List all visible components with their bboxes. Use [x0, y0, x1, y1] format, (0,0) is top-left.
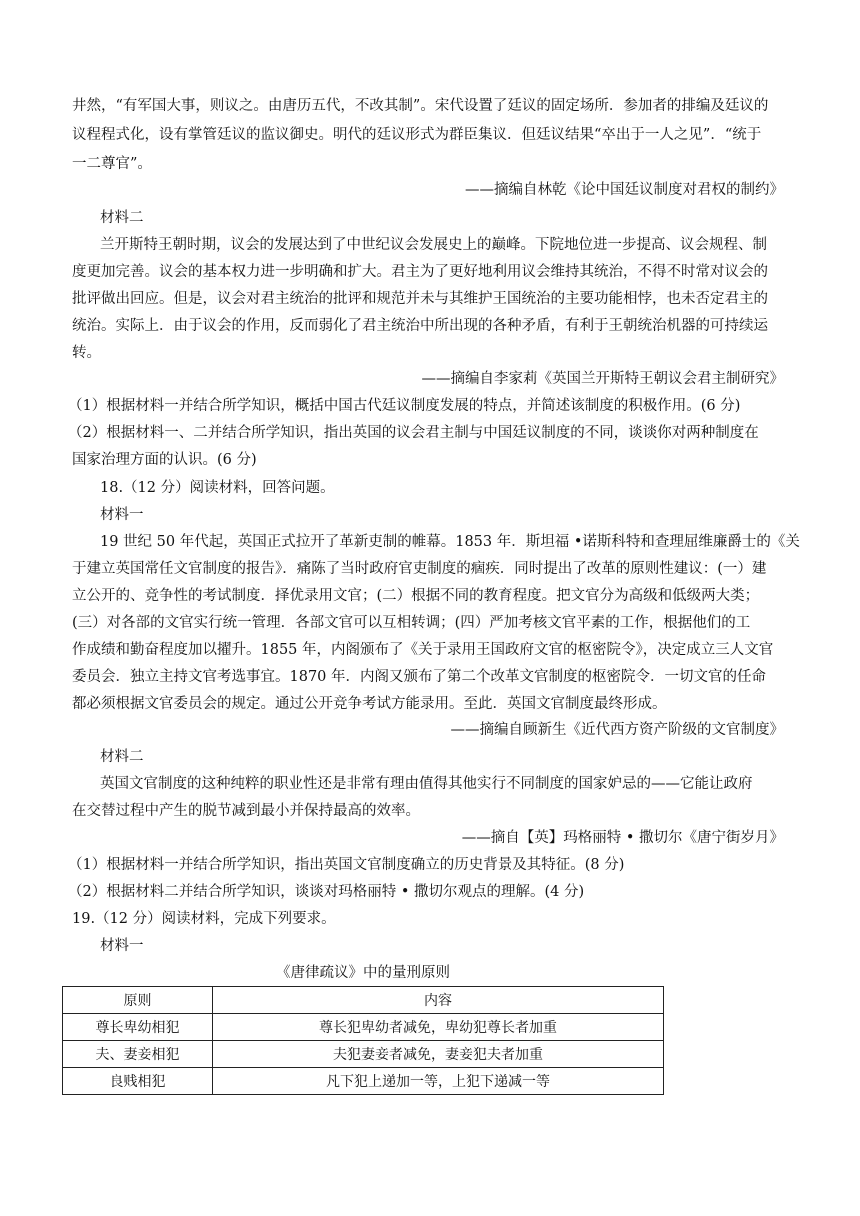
q18-material2-label: 材料二 [100, 749, 144, 765]
q18-material1-line-2: 于建立英国常任文官制度的报告》．痛陈了当时政府官吏制度的痼疾．同时提出了改革的原则性建议：(一）建 [72, 561, 767, 577]
table-row [63, 1041, 664, 1068]
q18-material1-line-3: 立公开的、竞争性的考试制度．择优录用文官；(二）根据不同的教育程度。把文官分为高级和低级两大类； [72, 588, 760, 604]
table-row [63, 1014, 664, 1041]
table-cell-principle: 良贱相犯 [63, 1068, 213, 1095]
table-cell-content: 尊长犯卑幼者减免，卑幼犯尊长者加重 [213, 1014, 664, 1041]
sentencing-principles-table [62, 986, 664, 1095]
q18-material1-line-5: 作成绩和勤奋程度加以擢升。1855 年，内阁颁布了《关于录用王国政府文官的枢密院令》，决定成立三人文官 [72, 642, 774, 658]
q18-part1: （1）根据材料一并结合所学知识，指出英国文官制度确立的历史背景及其特征。(8 分) [68, 857, 625, 873]
q18-material1-line-7: 都必须根据文官委员会的规定。通过公开竞争考试方能录用。至此．英国文官制度最终形成。 [72, 696, 667, 712]
q18-title: 18.（12 分）阅读材料，回答问题。 [100, 480, 335, 496]
q18-material1-source: ——摘编自顾新生《近代西方资产阶级的文官制度》 [450, 722, 784, 738]
q19-material1-label: 材料一 [100, 938, 144, 954]
q17-part1: （1）根据材料一并结合所学知识，概括中国古代廷议制度发展的特点，并简述该制度的积极作用。(6 分) [68, 398, 741, 414]
table-row [63, 1068, 664, 1095]
q18-part2: （2）根据材料二并结合所学知识，谈谈对玛格丽特 • 撒切尔观点的理解。(4 分) [68, 884, 585, 900]
table-cell-content: 夫犯妻妾者减免，妻妾犯夫者加重 [213, 1041, 664, 1068]
table-header-principle: 原则 [63, 987, 213, 1014]
table-header-content: 内容 [213, 987, 664, 1014]
q18-material1-line-6: 委员会．独立主持文官考选事宜。1870 年．内阁又颁布了第二个改革文官制度的枢密院令．一切文官的任命 [72, 669, 767, 685]
material2-line-5: 转。 [72, 345, 101, 361]
q19-title: 19.（12 分）阅读材料，完成下列要求。 [72, 911, 336, 927]
material2-source: ——摘编自李家莉《英国兰开斯特王朝议会君主制研究》 [421, 371, 784, 387]
q18-material2-line-2: 在交替过程中产生的脱节减到最小并保持最高的效率。 [72, 803, 420, 819]
material1-line-2: 议程程式化，设有掌管廷议的监议御史。明代的廷议形式为群臣集议．但廷议结果“卒出于一人之见”．“统于 [72, 127, 762, 143]
material2-label: 材料二 [100, 210, 144, 226]
material2-line-2: 度更加完善。议会的基本权力进一步明确和扩大。君主为了更好地利用议会维持其统治，不得不时常对议会的 [72, 264, 768, 280]
material1-line-1: 井然，“有军国大事，则议之。由唐历五代，不改其制”。宋代设置了廷议的固定场所．参加者的排编及廷议的 [72, 98, 769, 114]
q18-material2-source: ——摘自【英】玛格丽特 • 撒切尔《唐宁街岁月》 [461, 830, 784, 846]
q18-material1-line-4: (三）对各部的文官实行统一管理．各部文官可以互相转调；(四）严加考核文官平素的工作，根据他们的工 [72, 615, 751, 631]
material1-line-3: 一二尊官”。 [72, 156, 152, 172]
material2-line-3: 批评做出回应。但是，议会对君主统治的批评和规范并未与其维护王国统治的主要功能相悖，也未否定君主的 [72, 291, 768, 307]
material1-source: ——摘编自林乾《论中国廷议制度对君权的制约》 [465, 182, 784, 198]
material2-line-4: 统治。实际上．由于议会的作用，反而弱化了君主统治中所出现的各种矛盾，有利于王朝统治机器的可持续运 [72, 318, 768, 334]
material2-line-1: 兰开斯特王朝时期，议会的发展达到了中世纪议会发展史上的巅峰。下院地位进一步提高、议会规程、制 [100, 237, 767, 253]
q17-part2-line2: 国家治理方面的认识。(6 分) [72, 452, 257, 468]
table-cell-principle: 夫、妻妾相犯 [63, 1041, 213, 1068]
q18-material1-line-1: 19 世纪 50 年代起，英国正式拉开了革新吏制的帷幕。1853 年．斯坦福 •诺斯科特和查理屈维廉爵士的《关 [100, 534, 800, 550]
table-cell-content: 凡下犯上递加一等，上犯下递减一等 [213, 1068, 664, 1095]
q18-material2-line-1: 英国文官制度的这种纯粹的职业性还是非常有理由值得其他实行不同制度的国家妒忌的——它能让政府 [100, 776, 753, 792]
q18-material1-label: 材料一 [100, 507, 144, 523]
table-cell-principle: 尊长卑幼相犯 [63, 1014, 213, 1041]
table-caption: 《唐律疏议》中的量刑原则 [276, 965, 450, 981]
table-header-row [63, 987, 664, 1014]
q17-part2-line1: （2）根据材料一、二并结合所学知识，指出英国的议会君主制与中国廷议制度的不同，谈谈你对两种制度在 [68, 425, 759, 441]
